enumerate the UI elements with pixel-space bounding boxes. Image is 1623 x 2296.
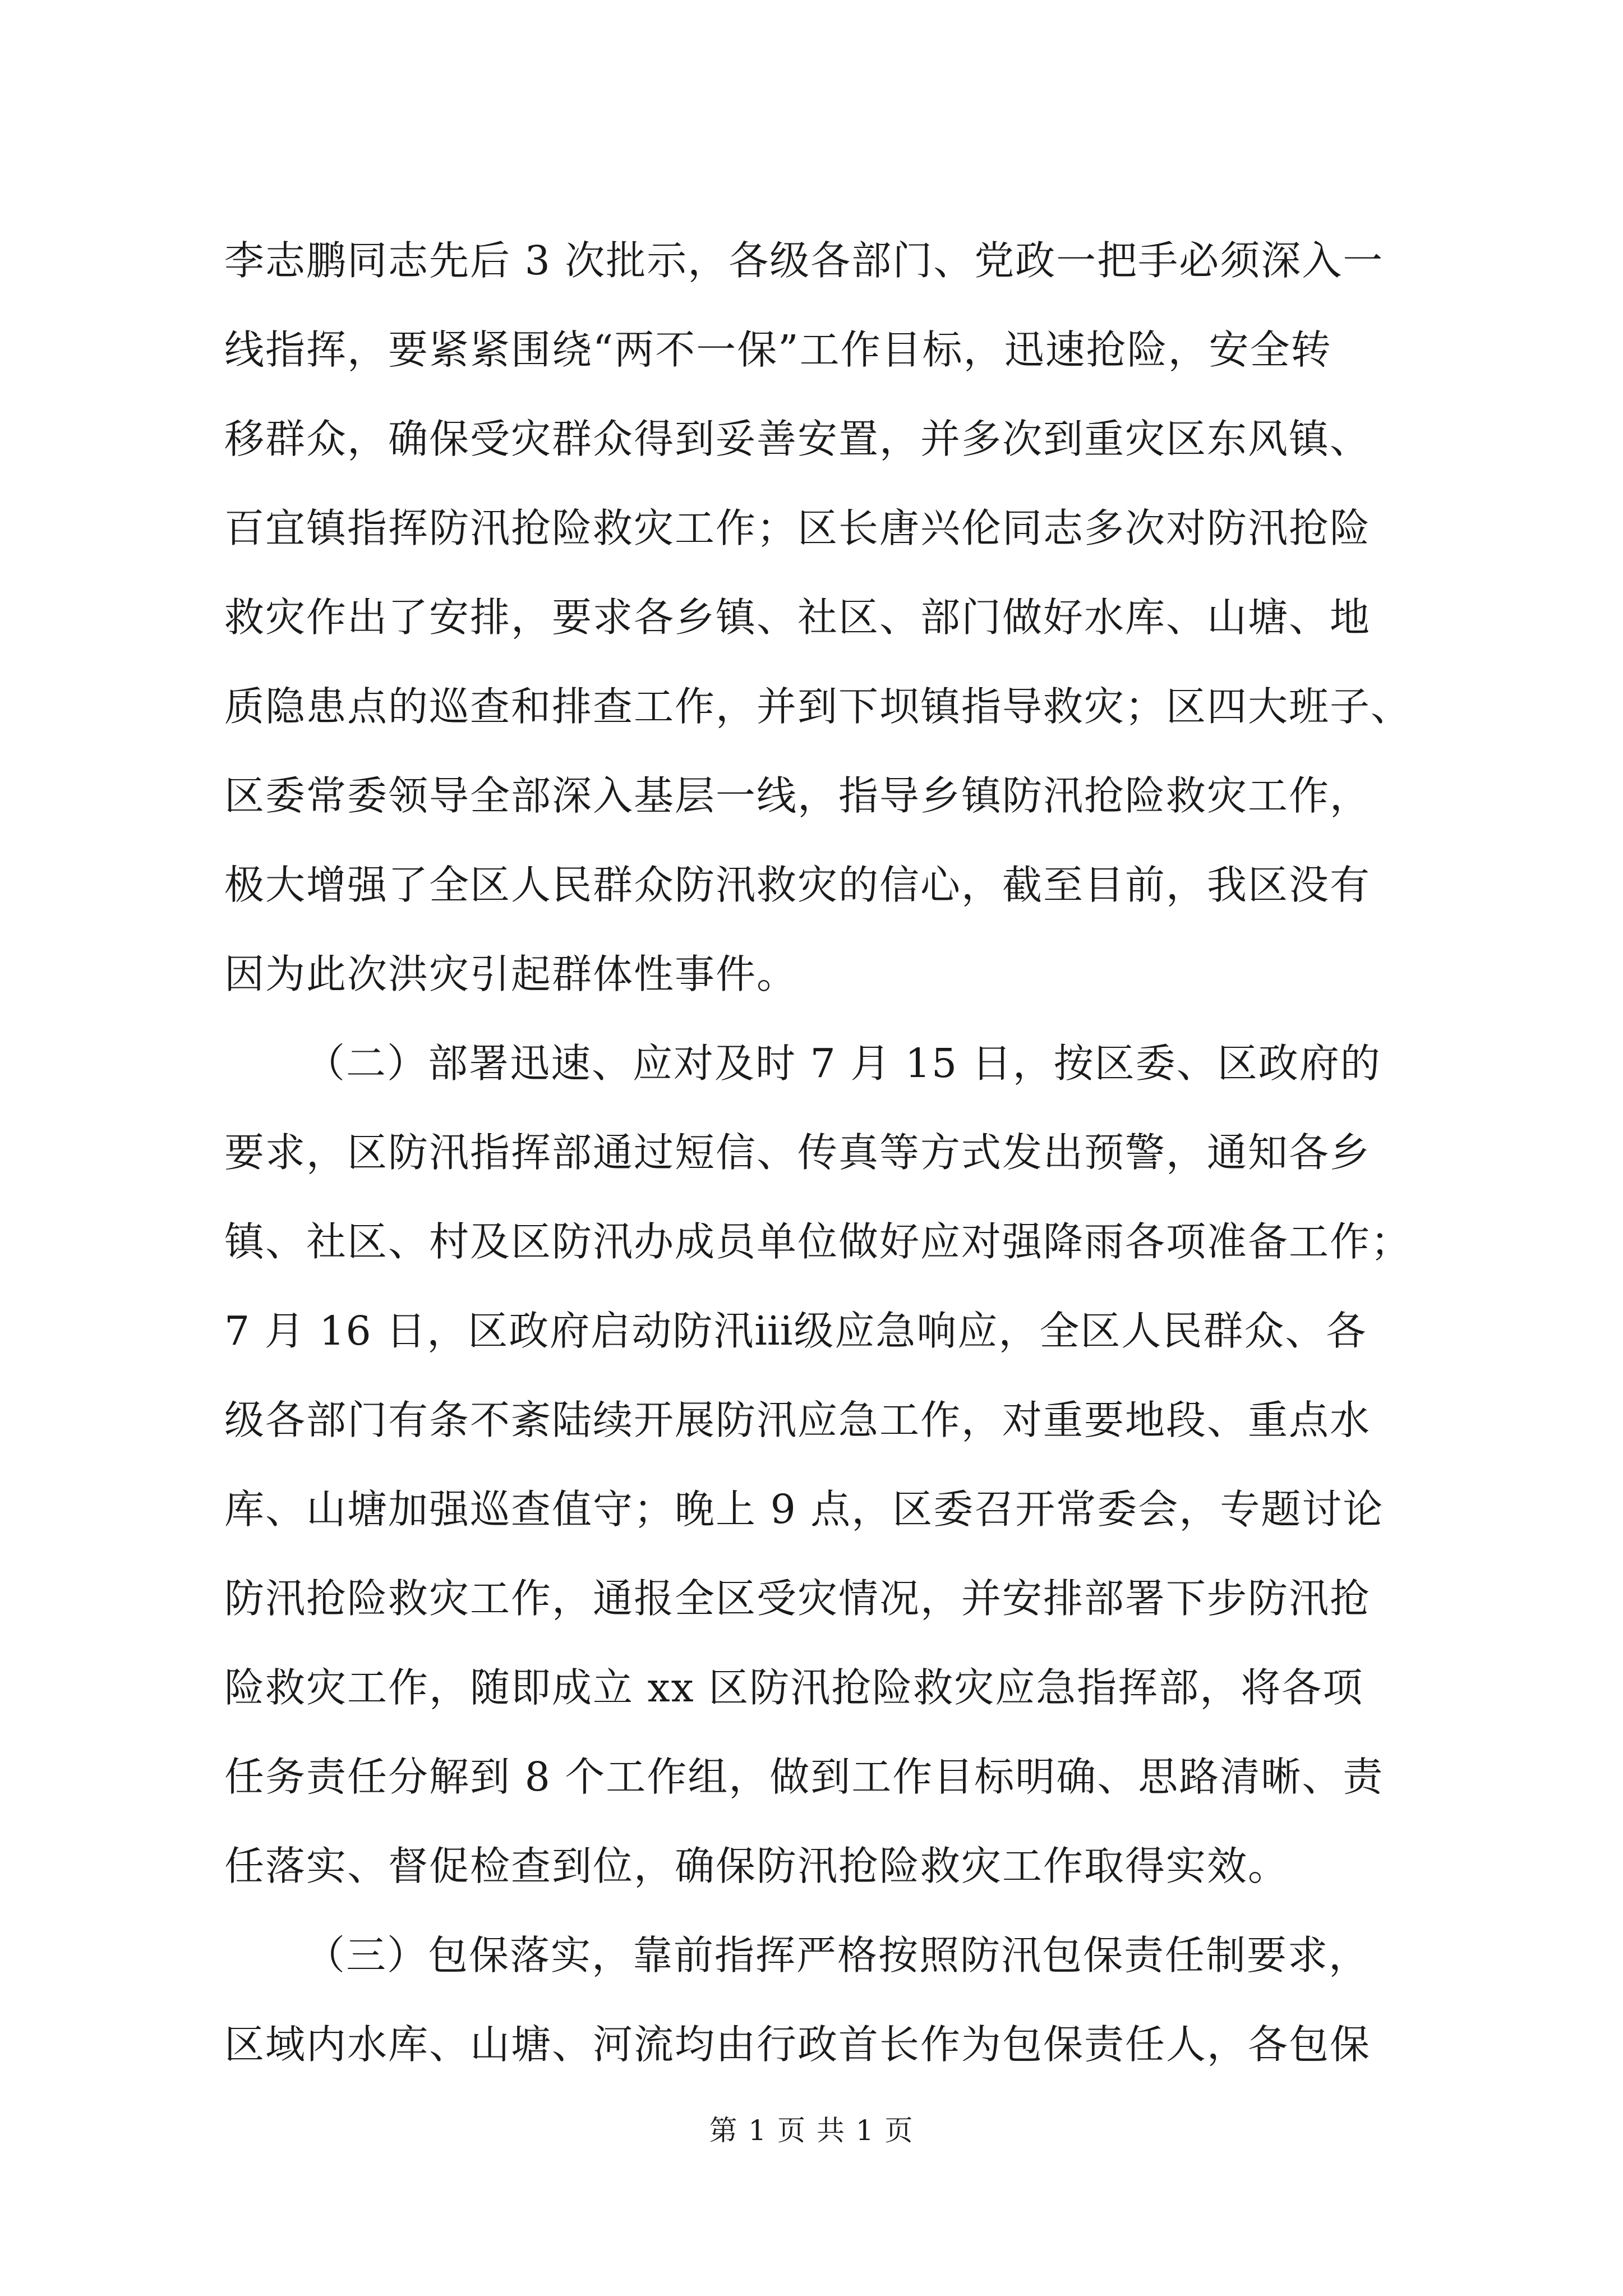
text-line: 线指挥，要紧紧围绕“两不一保”工作目标，迅速抢险，安全转 [224,326,1332,373]
text-line: 级各部门有条不紊陆续开展防汛应急工作，对重要地段、重点水 [224,1397,1371,1443]
document-body [224,216,1447,2089]
text-line: 救灾作出了安排，要求各乡镇、社区、部门做好水库、山塘、地 [224,594,1371,641]
text-line: 要求，区防汛指挥部通过短信、传真等方式发出预警，通知各乡 [224,1129,1371,1176]
text-line: 任务责任分解到 8 个工作组，做到工作目标明确、思路清晰、责 [224,1754,1384,1800]
text-line: 库、山塘加强巡查值守；晚上 9 点，区委召开常委会，专题讨论 [224,1486,1384,1533]
paragraph-start-line: （三）包保落实，靠前指挥严格按照防汛包保责任制要求， [305,1932,1370,1978]
text-line: 极大增强了全区人民群众防汛救灾的信心，截至目前，我区没有 [224,862,1371,908]
text-line: 镇、社区、村及区防汛办成员单位做好应对强降雨各项准备工作； [224,1218,1412,1265]
text-line: 百宜镇指挥防汛抢险救灾工作；区长唐兴伦同志多次对防汛抢险 [224,505,1371,551]
text-line: 区域内水库、山塘、河流均由行政首长作为包保责任人，各包保 [224,2021,1371,2068]
text-line: 任落实、督促检查到位，确保防汛抢险救灾工作取得实效。 [224,1843,1289,1889]
paragraph-start-line: （二）部署迅速、应对及时 7 月 15 日，按区委、区政府的 [305,1040,1381,1087]
page-number-footer: 第 1 页 共 1 页 [709,2114,914,2147]
text-line: 李志鹏同志先后 3 次批示，各级各部门、党政一把手必须深入一 [224,237,1384,284]
text-line: 防汛抢险救灾工作，通报全区受灾情况，并安排部署下步防汛抢 [224,1575,1371,1622]
text-line: 因为此次洪灾引起群体性事件。 [224,951,798,997]
text-line: 质隐患点的巡查和排查工作，并到下坝镇指导救灾；区四大班子、 [224,683,1412,730]
text-line: 区委常委领导全部深入基层一线，指导乡镇防汛抢险救灾工作， [224,772,1371,819]
text-line: 移群众，确保受灾群众得到妥善安置，并多次到重灾区东风镇、 [224,416,1371,462]
text-line: 7 月 16 日，区政府启动防汛ⅲ级应急响应，全区人民群众、各 [224,1308,1367,1354]
text-line: 险救灾工作，随即成立 xx 区防汛抢险救灾应急指挥部，将各项 [224,1664,1364,1711]
